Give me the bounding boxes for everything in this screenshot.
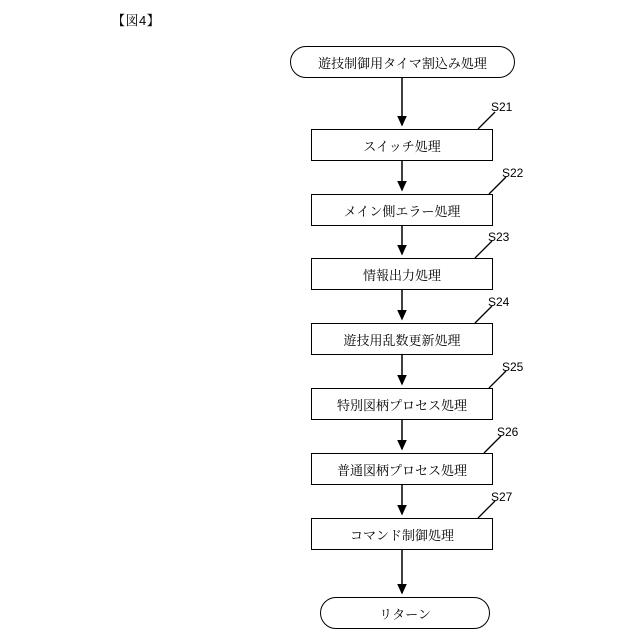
step-label-s21: S21 bbox=[491, 100, 513, 114]
node-s26 bbox=[311, 453, 493, 485]
step-label-s23: S23 bbox=[488, 230, 510, 244]
node-s24 bbox=[311, 323, 493, 355]
node-s21 bbox=[311, 129, 493, 161]
node-start bbox=[290, 46, 515, 78]
node-s21-label: スイッチ処理 bbox=[363, 138, 441, 154]
node-s25 bbox=[311, 388, 493, 420]
node-s22 bbox=[311, 194, 493, 226]
node-s22-label: メイン側エラー処理 bbox=[343, 203, 461, 219]
step-label-s25: S25 bbox=[502, 360, 524, 374]
figure-label: 【図4】 bbox=[112, 13, 161, 28]
node-s25-label: 特別図柄プロセス処理 bbox=[336, 397, 467, 413]
step-label-s22: S22 bbox=[502, 166, 524, 180]
step-label-s24: S24 bbox=[488, 295, 510, 309]
node-s27 bbox=[311, 518, 493, 550]
step-label-s26: S26 bbox=[497, 425, 519, 439]
node-return-label: リターン bbox=[379, 606, 431, 622]
node-s23 bbox=[311, 258, 493, 290]
node-s24-label: 遊技用乱数更新処理 bbox=[343, 332, 461, 348]
node-s26-label: 普通図柄プロセス処理 bbox=[336, 462, 467, 478]
node-start-label: 遊技制御用タイマ割込み処理 bbox=[318, 55, 487, 71]
node-s27-label: コマンド制御処理 bbox=[349, 527, 454, 543]
node-s23-label: 情報出力処理 bbox=[362, 267, 441, 283]
node-return bbox=[320, 597, 490, 629]
step-label-s27: S27 bbox=[491, 490, 513, 504]
